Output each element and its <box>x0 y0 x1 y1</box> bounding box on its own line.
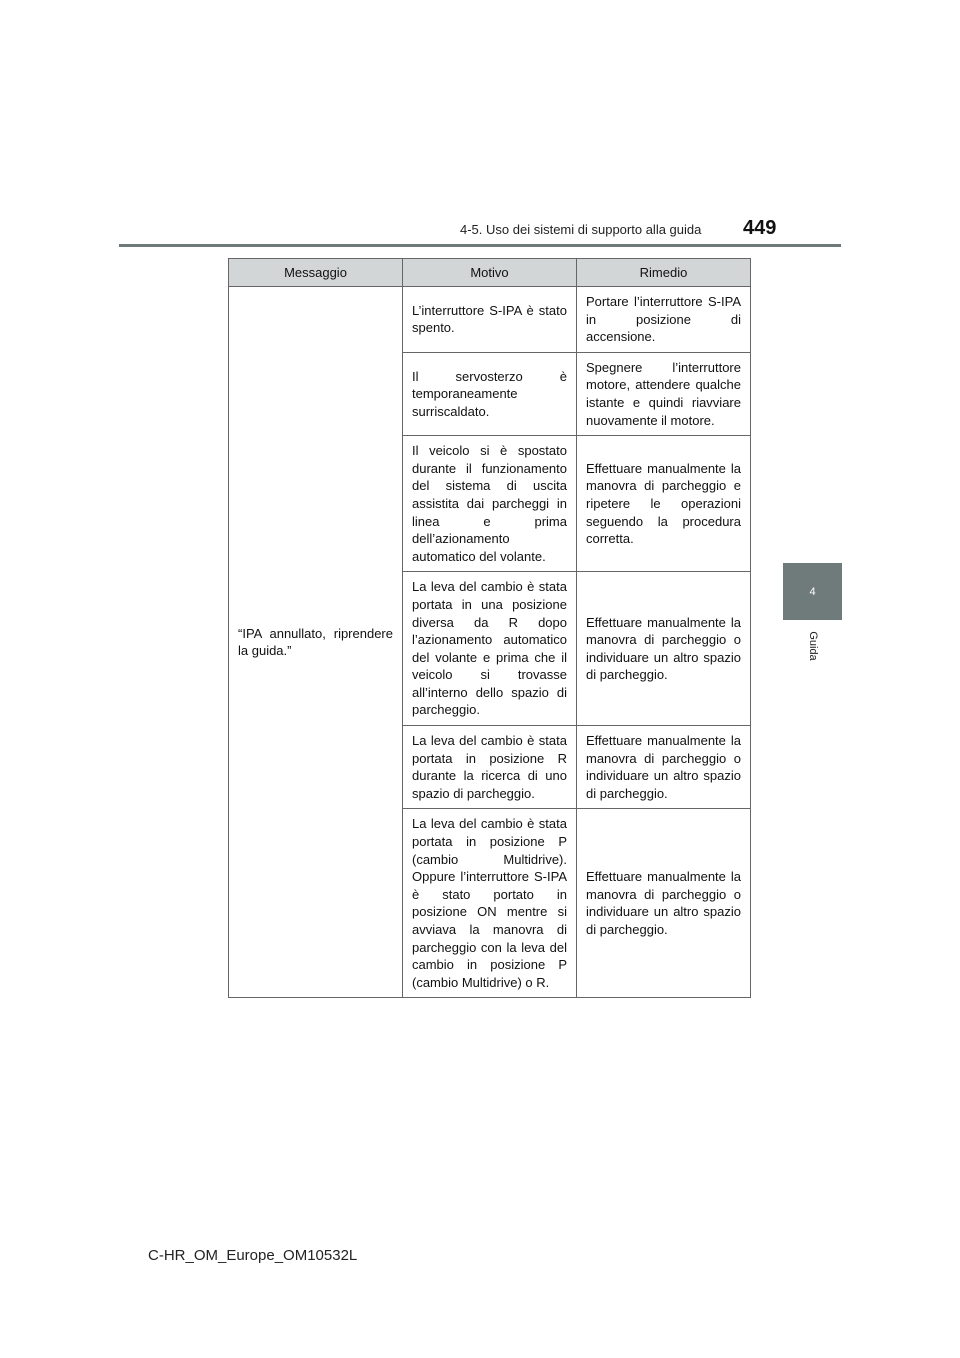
rimedio-cell: Effettuare manualmente la manovra di parcheggio o individuare un altro spazio di parcheggio. <box>577 809 751 998</box>
rimedio-cell: Spegnere l’interruttore motore, attendere qualche istante e quindi riavviare nuovamente il motore. <box>577 352 751 435</box>
table-header-row <box>229 259 751 287</box>
motivo-cell: La leva del cambio è stata portata in posizione R durante la ricerca di uno spazio di parcheggio. <box>403 726 577 809</box>
motivo-cell: Il veicolo si è spostato durante il funzionamento del sistema di uscita assistita dai parcheggi in linea e prima dell’azionamento automatico del volante. <box>403 436 577 572</box>
chapter-tab[interactable] <box>783 563 842 620</box>
column-header-motivo: Motivo <box>403 259 577 287</box>
table-row <box>229 287 751 353</box>
chapter-number: 4 <box>809 585 816 598</box>
rimedio-cell: Effettuare manualmente la manovra di parcheggio o individuare un altro spazio di parcheggio. <box>577 726 751 809</box>
message-cell: “IPA annullato, riprendere la guida.” <box>229 287 403 998</box>
rimedio-cell: Effettuare manualmente la manovra di parcheggio e ripetere le operazioni seguendo la procedura corretta. <box>577 436 751 572</box>
section-title: 4-5. Uso dei sistemi di supporto alla guida <box>460 222 702 237</box>
message-table <box>228 258 751 998</box>
motivo-cell: La leva del cambio è stata portata in posizione P (cambio Multidrive). Oppure l’interruttore S-IPA è stato portato in posizione ON mentre si avviava la manovra di parcheggio con la leva del cambio in posizione P (cambio Multidrive) o R. <box>403 809 577 998</box>
document-code: C-HR_OM_Europe_OM10532L <box>148 1247 358 1264</box>
column-header-rimedio: Rimedio <box>577 259 751 287</box>
motivo-cell: La leva del cambio è stata portata in una posizione diversa da R dopo l’azionamento automatico del volante e prima che il veicolo si trovasse all’interno dello spazio di parcheggio. <box>403 572 577 726</box>
motivo-cell: Il servosterzo è temporaneamente surriscaldato. <box>403 352 577 435</box>
rimedio-cell: Portare l’interruttore S-IPA in posizione di accensione. <box>577 287 751 353</box>
rimedio-cell: Effettuare manualmente la manovra di parcheggio o individuare un altro spazio di parcheggio. <box>577 572 751 726</box>
column-header-messaggio: Messaggio <box>229 259 403 287</box>
motivo-cell: L’interruttore S-IPA è stato spento. <box>403 287 577 353</box>
page-number: 449 <box>743 217 777 239</box>
header-rule <box>119 244 841 247</box>
chapter-label: Guida <box>807 631 819 661</box>
